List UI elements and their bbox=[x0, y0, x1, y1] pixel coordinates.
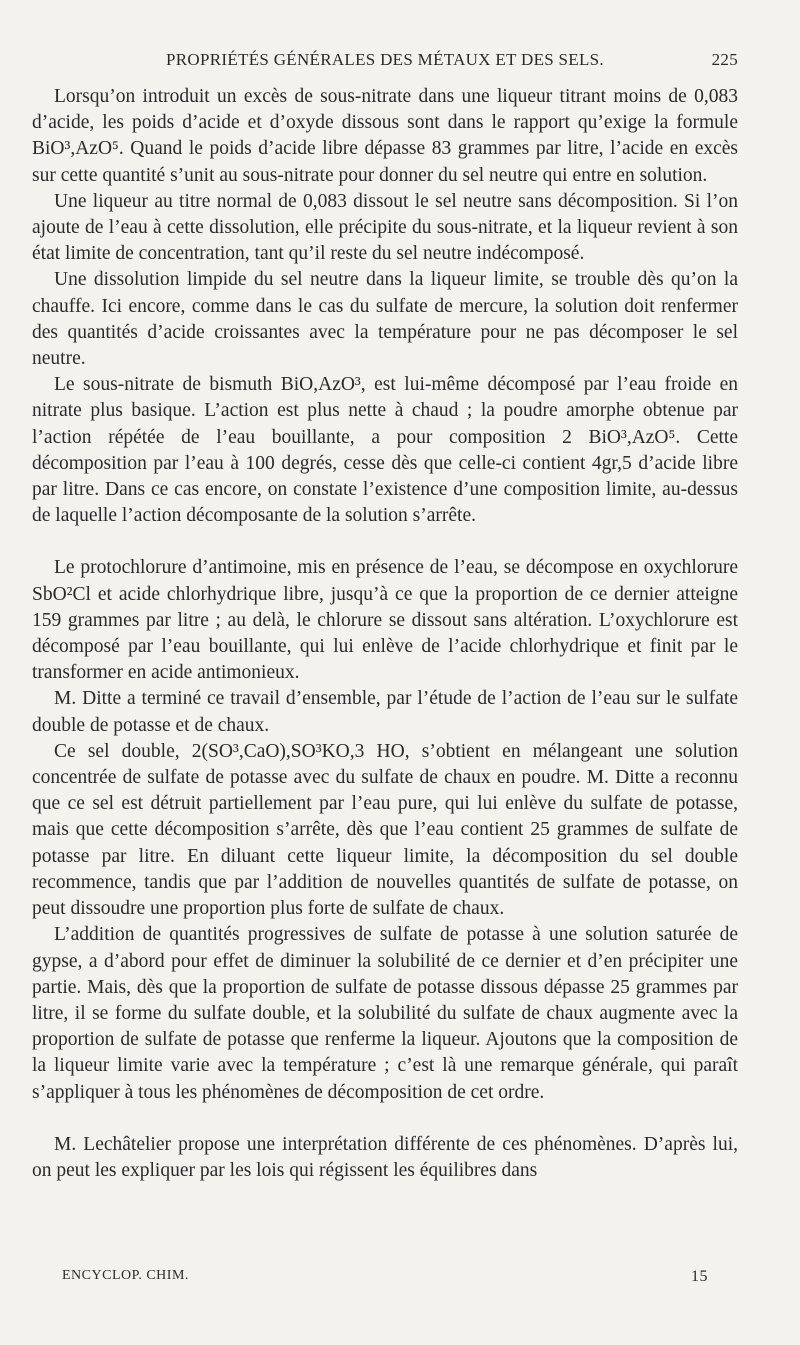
page-footer bbox=[62, 1268, 708, 1288]
paragraph: Lorsqu’on introduit un excès de sous-nitrate dans une liqueur titrant moins de 0,083 d’acide, les poids d’acide et d’oxyde dissous sont dans le rapport qu’exige la formule BiO³,AzO⁵. Quand le poids d’acide libre dépasse 83 grammes par litre, l’acide en excès sur cette quantité s’unit au sous-nitrate pour donner du sel neutre qui entre en solution. bbox=[32, 86, 738, 186]
paragraph: Ce sel double, 2(SO³,CaO),SO³KO,3 HO, s’obtient en mélangeant une solution concentrée de sulfate de potasse avec du sulfate de chaux en poudre. M. Ditte a reconnu que ce sel est détruit partiellement par l’eau pure, qui lui enlève du sulfate de potasse, mais que cette décomposition s’arrête, dès que l’eau contient 25 grammes de sulfate de potasse par litre. En diluant cette liqueur limite, la décomposition du sel double recommence, tandis que par l’addition de nouvelles quantités de sulfate de potasse, on peut dissoudre une proportion plus forte de sulfate de chaux. bbox=[32, 740, 738, 920]
footer-signature: ENCYCLOP. CHIM. bbox=[62, 1268, 189, 1283]
paragraph: M. Ditte a terminé ce travail d’ensemble, par l’étude de l’action de l’eau sur le sulfate double de potasse et de chaux. bbox=[32, 688, 738, 736]
page-number: 225 bbox=[711, 50, 738, 69]
paragraph: L’addition de quantités progressives de sulfate de potasse à une solution saturée de gypse, a d’abord pour effet de diminuer la solubilité de ce dernier et d’en précipiter une partie. Mais, dès que la proportion de sulfate de potasse dissous dépasse 25 grammes par litre, il se forme du sulfate double, et la solubilité du sulfate de chaux augmente avec la proportion de sulfate de potasse que renferme la liqueur. Ajoutons que la composition de la liqueur limite varie avec la température ; c’est là une remarque générale, qui paraît s’appliquer à tous les phénomènes de décomposition de cet ordre. bbox=[32, 924, 738, 1103]
footer-sheet-number: 15 bbox=[691, 1268, 708, 1285]
paragraph: Une dissolution limpide du sel neutre dans la liqueur limite, se trouble dès qu’on la chauffe. Ici encore, comme dans le cas du sulfate de mercure, la solution doit renfermer des quantités d’acide croissantes avec la température pour ne pas décomposer le sel neutre. bbox=[32, 269, 738, 370]
paragraph: M. Lechâtelier propose une interprétation différente de ces phénomènes. D’après lui, on peut les expliquer par les lois qui régissent les équilibres dans bbox=[32, 1133, 738, 1181]
body-text bbox=[32, 84, 738, 1184]
paragraph: Une liqueur au titre normal de 0,083 dissout le sel neutre sans décomposition. Si l’on ajoute de l’eau à cette dissolution, elle précipite du sous-nitrate, et la liqueur revient à son état limite de concentration, tant qu’il reste du sel neutre indécomposé. bbox=[32, 190, 738, 265]
running-title: PROPRIÉTÉS GÉNÉRALES DES MÉTAUX ET DES SELS. bbox=[166, 50, 604, 69]
paragraph: Le sous-nitrate de bismuth BiO,AzO³, est lui-même décomposé par l’eau froide en nitrate plus basique. L’action est plus nette à chaud ; la poudre amorphe obtenue par l’action répétée de l’eau bouillante, a pour composition 2 BiO³,AzO⁵. Cette décomposition par l’eau à 100 degrés, cesse dès que celle-ci contient 4gr,5 d’acide libre par litre. Dans ce cas encore, on constate l’existence d’une composition limite, au-dessus de laquelle l’action décomposante de la solution s’arrête. bbox=[32, 374, 738, 527]
paragraph: Le protochlorure d’antimoine, mis en présence de l’eau, se décompose en oxychlorure SbO²Cl et acide chlorhydrique libre, jusqu’à ce que la proportion de ce dernier atteigne 159 grammes par litre ; au delà, le chlorure se dissout sans altération. L’oxychlorure est décomposé par l’eau bouillante, qui lui enlève de l’acide chlorhydrique et finit par le transformer en acide antimonieux. bbox=[32, 557, 738, 684]
running-header bbox=[32, 50, 738, 74]
